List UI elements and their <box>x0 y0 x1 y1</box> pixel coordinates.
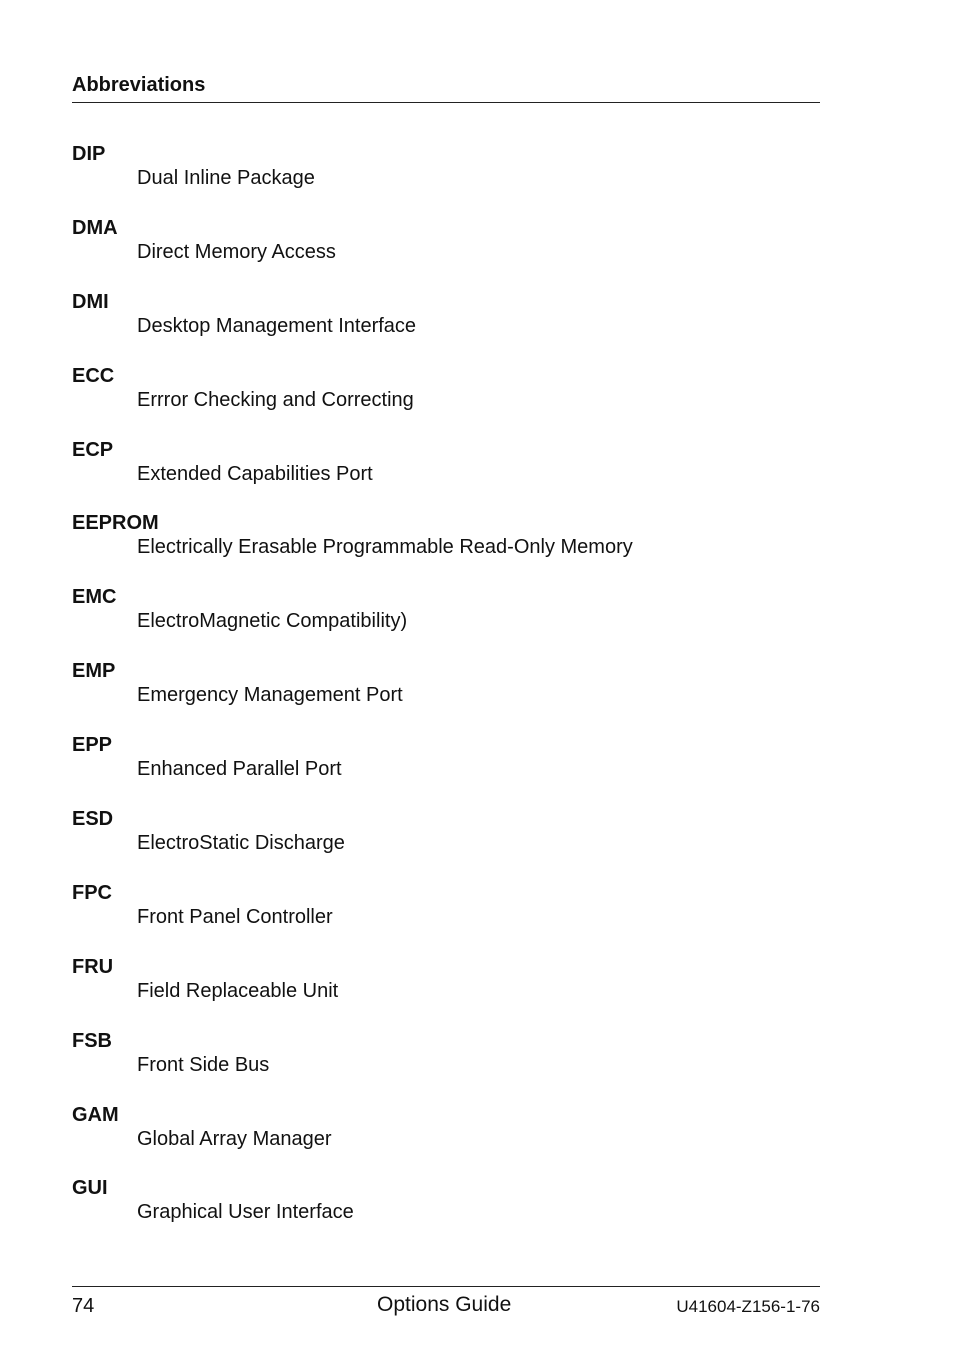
abbreviation-entry <box>72 733 820 807</box>
abbreviation-definition: ElectroMagnetic Compatibility) <box>137 610 408 633</box>
abbreviation-entry <box>72 955 820 1029</box>
document-title: Options Guide <box>377 1293 512 1316</box>
abbreviation-term: EPP <box>72 734 113 757</box>
abbreviation-definition: Electrically Erasable Programmable Read-Only Memory <box>137 536 633 559</box>
abbreviation-definition: Desktop Management Interface <box>137 314 417 337</box>
abbreviation-term: GUI <box>72 1177 108 1200</box>
abbreviation-entry <box>72 364 820 438</box>
abbreviation-term: DMA <box>72 216 118 239</box>
abbreviation-entry <box>72 438 820 512</box>
abbreviation-definition: Global Array Manager <box>137 1127 332 1150</box>
abbreviation-term: EMC <box>72 586 117 609</box>
abbreviation-term: ECC <box>72 364 115 387</box>
abbreviation-definition: Extended Capabilities Port <box>137 462 373 485</box>
abbreviation-entry <box>72 1103 820 1177</box>
abbreviation-definition: Dual Inline Package <box>137 167 315 189</box>
page-footer <box>72 1286 820 1327</box>
abbreviation-list <box>72 142 820 1250</box>
abbreviation-definition: Front Side Bus <box>137 1053 270 1076</box>
abbreviation-definition: Field Replaceable Unit <box>137 979 339 1002</box>
abbreviation-term: FSB <box>72 1029 112 1052</box>
abbreviation-entry <box>72 511 820 585</box>
abbreviation-definition: Errror Checking and Correcting <box>137 388 414 411</box>
abbreviation-term: ECP <box>72 438 114 461</box>
section-title: Abbreviations <box>72 74 206 96</box>
document-code: U41604-Z156-1-76 <box>676 1297 820 1316</box>
abbreviation-entry <box>72 1029 820 1103</box>
abbreviation-term: DIP <box>72 143 106 165</box>
abbreviation-definition: Enhanced Parallel Port <box>137 758 342 781</box>
abbreviation-term: FRU <box>72 955 114 978</box>
abbreviation-entry <box>72 216 820 290</box>
abbreviation-definition: Graphical User Interface <box>137 1201 354 1224</box>
page-header <box>72 72 820 103</box>
abbreviation-entry <box>72 881 820 955</box>
abbreviation-term: EMP <box>72 660 116 683</box>
abbreviation-term: FPC <box>72 881 112 904</box>
abbreviation-entry <box>72 1176 820 1250</box>
abbreviation-entry <box>72 807 820 881</box>
abbreviation-term: GAM <box>72 1103 119 1126</box>
abbreviation-entry <box>72 142 820 216</box>
abbreviation-term: EEPROM <box>72 512 159 535</box>
abbreviation-term: ESD <box>72 808 114 831</box>
abbreviation-entry <box>72 659 820 733</box>
abbreviation-term: DMI <box>72 290 109 313</box>
page-number: 74 <box>72 1295 95 1317</box>
abbreviation-definition: Front Panel Controller <box>137 905 333 928</box>
abbreviation-entry <box>72 290 820 364</box>
abbreviation-definition: Emergency Management Port <box>137 684 403 707</box>
abbreviation-definition: Direct Memory Access <box>137 240 336 263</box>
abbreviation-definition: ElectroStatic Discharge <box>137 832 345 855</box>
abbreviation-entry <box>72 585 820 659</box>
